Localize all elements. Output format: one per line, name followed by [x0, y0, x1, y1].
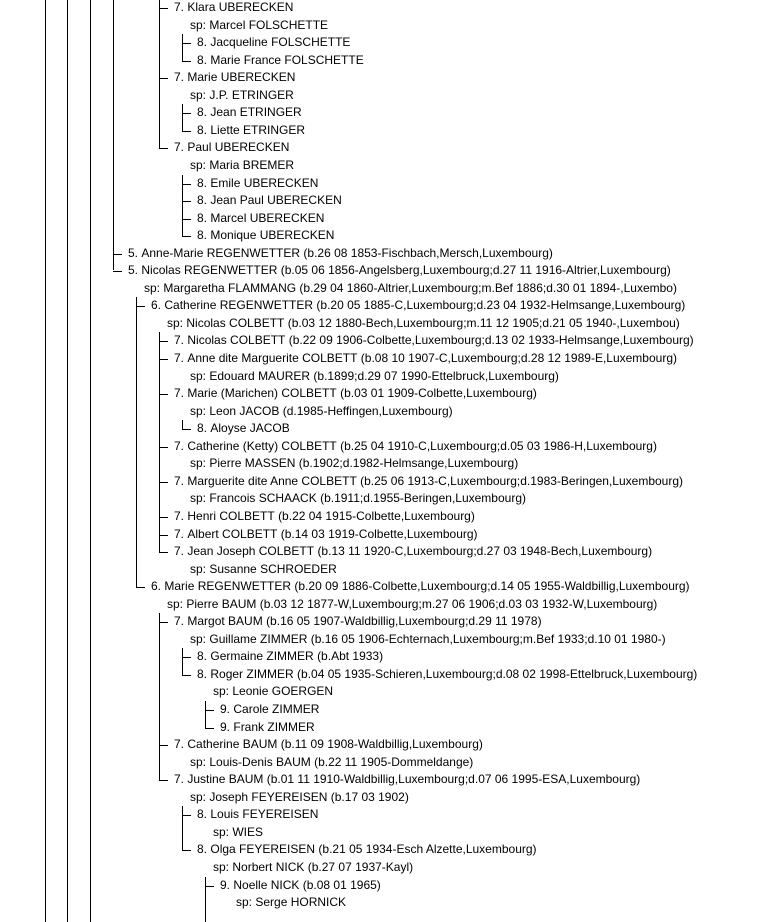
generation-label: sp:	[190, 368, 207, 383]
generation-label: 7.	[174, 526, 185, 541]
spouse-entry	[190, 158, 294, 172]
person-name: Marie REGENWETTER	[164, 579, 292, 594]
tree-branch-tick	[159, 780, 168, 781]
person-name: Francois SCHAACK	[209, 491, 317, 506]
generation-label: 7.	[174, 70, 185, 85]
tree-branch-tick	[182, 657, 191, 658]
tree-connector-line	[182, 104, 183, 131]
life-dates: (b.03 12 1877-W,Luxembourg;m.27 06 1906;d.03 03 1932-W,Luxembourg)	[259, 596, 658, 611]
tree-branch-tick	[159, 517, 168, 518]
person-name: Paul UBERECKEN	[187, 140, 290, 155]
generation-label: sp:	[213, 824, 230, 839]
tree-branch-tick	[182, 184, 191, 185]
person-entry	[128, 246, 553, 260]
generation-label: sp:	[213, 684, 230, 699]
life-dates: (b.1899;d.29 07 1990-Ettelbruck,Luxembourg)	[313, 368, 559, 383]
person-name: Jean Paul UBERECKEN	[210, 193, 342, 208]
generation-label: 9.	[220, 719, 231, 734]
tree-connector-line	[182, 420, 183, 429]
life-dates: (b.17 03 1902)	[330, 789, 409, 804]
spouse-entry	[190, 456, 518, 470]
life-dates: (b.05 06 1856-Angelsberg,Luxembourg;d.27 11 1916-Altrier,Luxembourg)	[280, 263, 671, 278]
person-name: Margaretha FLAMMANG	[163, 280, 297, 295]
generation-label: 7.	[174, 438, 185, 453]
spouse-entry	[190, 562, 337, 576]
person-name: J.P. ETRINGER	[209, 87, 294, 102]
spouse-entry	[213, 684, 333, 698]
person-entry	[197, 105, 302, 119]
generation-label: 8.	[197, 175, 208, 190]
life-dates: (b.25 04 1910-C,Luxembourg;d.05 03 1986-H,Luxembourg)	[340, 438, 657, 453]
generation-label: 8.	[197, 193, 208, 208]
spouse-entry	[190, 491, 526, 505]
generation-label: 9.	[220, 702, 231, 716]
spouse-entry	[167, 316, 680, 330]
tree-connector-line	[113, 0, 114, 270]
tree-branch-tick	[159, 359, 168, 360]
generation-label: 7.	[174, 614, 185, 629]
spouse-entry	[190, 369, 559, 383]
person-name: Nicolas COLBETT	[187, 333, 286, 348]
person-entry	[174, 614, 542, 628]
generation-label: 8.	[197, 842, 208, 857]
person-entry	[151, 579, 690, 593]
tree-branch-tick	[159, 78, 168, 79]
tree-connector-line	[159, 613, 160, 780]
person-entry	[174, 386, 537, 400]
generation-label: 8.	[197, 210, 208, 225]
tree-branch-tick	[159, 394, 168, 395]
person-name: Edouard MAURER	[209, 368, 311, 383]
person-entry	[174, 351, 677, 365]
person-entry	[174, 772, 640, 786]
person-entry	[174, 0, 293, 14]
life-dates: (b.22 04 1915-Colbette,Luxembourg)	[278, 508, 475, 523]
person-entry	[197, 53, 364, 67]
tree-branch-tick	[159, 482, 168, 483]
tree-branch-tick	[113, 271, 122, 272]
generation-label: 7.	[174, 351, 185, 365]
generation-label: 8.	[197, 35, 208, 50]
spouse-entry	[190, 632, 666, 646]
person-name: Noelle NICK	[233, 877, 300, 892]
generation-label: 7.	[174, 737, 185, 752]
life-dates: (b.1911;d.1955-Beringen,Luxembourg)	[320, 491, 526, 506]
life-dates: (b.20 09 1886-Colbette,Luxembourg;d.14 05 1955-Waldbillig,Luxembourg)	[294, 579, 690, 594]
life-dates: (b.29 04 1860-Altrier,Luxembourg;m.Bef 1886;d.30 01 1894-,Luxembo)	[299, 280, 677, 295]
person-entry	[220, 878, 381, 892]
person-entry	[197, 211, 324, 225]
person-name: Olga FEYEREISEN	[210, 842, 316, 857]
person-name: Nicolas REGENWETTER	[141, 263, 278, 278]
generation-label: 8.	[197, 807, 208, 822]
spouse-entry	[190, 755, 473, 769]
generation-label: 7.	[174, 772, 185, 787]
person-name: Klara UBERECKEN	[187, 0, 294, 14]
generation-label: 7.	[174, 386, 185, 401]
generation-label: sp:	[190, 456, 207, 471]
person-name: Anne-Marie REGENWETTER	[141, 245, 301, 260]
tree-branch-tick	[182, 429, 191, 430]
person-entry	[174, 474, 683, 488]
tree-connector-line	[182, 806, 183, 850]
person-entry	[197, 842, 537, 856]
person-entry	[197, 228, 334, 242]
person-name: Marcel UBERECKEN	[210, 210, 325, 225]
person-name: Catherine BAUM	[187, 737, 278, 752]
person-name: Pierre BAUM	[186, 596, 257, 611]
person-entry	[151, 298, 685, 312]
tree-connector-line	[182, 34, 183, 61]
person-entry	[220, 720, 315, 734]
generation-label: 7.	[174, 0, 185, 14]
person-name: Pierre MASSEN	[209, 456, 296, 471]
tree-branch-tick	[113, 254, 122, 255]
tree-branch-tick	[159, 8, 168, 9]
person-entry	[174, 737, 483, 751]
tree-branch-tick	[159, 622, 168, 623]
tree-branch-tick	[182, 815, 191, 816]
person-entry	[174, 509, 475, 523]
person-name: Liette ETRINGER	[210, 122, 306, 137]
tree-branch-tick	[159, 552, 168, 553]
person-name: Catherine REGENWETTER	[164, 298, 314, 313]
person-name: Jacqueline FOLSCHETTE	[210, 35, 351, 50]
generation-label: sp:	[213, 859, 230, 874]
person-entry	[174, 333, 694, 347]
spouse-entry	[144, 281, 677, 295]
spouse-entry	[190, 18, 328, 32]
person-name: Guillame ZIMMER	[209, 631, 308, 646]
generation-label: sp:	[236, 895, 253, 910]
tree-branch-tick	[159, 148, 168, 149]
person-name: Leonie GOERGEN	[232, 684, 334, 699]
generation-label: sp:	[190, 631, 207, 646]
life-dates: (b.08 10 1907-C,Luxembourg;d.28 12 1989-E,Luxembourg)	[360, 351, 677, 365]
life-dates: (b.16 05 1906-Echternach,Luxembourg;m.Bef 1933;d.10 01 1980-)	[310, 631, 666, 646]
spouse-entry	[190, 404, 453, 418]
person-name: Marguerite dite Anne COLBETT	[187, 473, 357, 488]
generation-label: sp:	[190, 403, 207, 418]
generation-label: sp:	[190, 491, 207, 506]
person-name: Henri COLBETT	[187, 508, 275, 523]
tree-branch-tick	[159, 535, 168, 536]
person-entry	[197, 807, 318, 821]
tree-branch-tick	[182, 675, 191, 676]
generation-label: 7.	[174, 333, 185, 348]
person-name: Leon JACOB	[209, 403, 280, 418]
tree-connector-line	[205, 701, 206, 728]
person-name: Catherine (Ketty) COLBETT	[187, 438, 337, 453]
tree-connector-line	[205, 877, 206, 922]
generation-label: 8.	[197, 666, 208, 681]
person-name: Roger ZIMMER	[210, 666, 294, 681]
person-entry	[174, 544, 652, 558]
generation-label: 7.	[174, 473, 185, 488]
generation-label: sp:	[190, 561, 207, 576]
generation-label: 7.	[174, 140, 185, 155]
person-name: Anne dite Marguerite COLBETT	[187, 351, 358, 365]
tree-branch-tick	[205, 886, 214, 887]
life-dates: (b.04 05 1935-Schieren,Luxembourg;d.08 02 1998-Ettelbruck,Luxembourg)	[297, 666, 698, 681]
tree-branch-tick	[159, 745, 168, 746]
spouse-entry	[236, 895, 346, 909]
person-name: Monique UBERECKEN	[210, 228, 335, 243]
generation-label: sp:	[190, 157, 207, 172]
life-dates: (b.16 05 1907-Waldbillig,Luxembourg;d.29 11 1978)	[266, 614, 542, 629]
tree-branch-tick	[182, 201, 191, 202]
person-name: Margot BAUM	[187, 614, 263, 629]
tree-branch-tick	[182, 219, 191, 220]
tree-branch-tick	[136, 587, 145, 588]
spouse-entry	[213, 860, 413, 874]
generation-label: 6.	[151, 298, 162, 313]
life-dates: (b.14 03 1919-Colbette,Luxembourg)	[280, 526, 478, 541]
life-dates: (b.08 01 1965)	[302, 877, 381, 892]
life-dates: (b.27 07 1937-Kayl)	[307, 859, 414, 874]
tree-branch-tick	[136, 306, 145, 307]
person-name: Jean Joseph COLBETT	[187, 544, 315, 559]
person-name: Aloyse JACOB	[210, 421, 290, 436]
life-dates: (b.20 05 1885-C,Luxembourg;d.23 04 1932-Helmsange,Luxembourg)	[316, 298, 686, 313]
life-dates: (b.21 05 1934-Esch Alzette,Luxembourg)	[318, 842, 537, 857]
generation-label: sp:	[190, 789, 207, 804]
tree-branch-tick	[182, 850, 191, 851]
person-entry	[197, 35, 350, 49]
person-entry	[197, 421, 290, 435]
tree-branch-tick	[182, 236, 191, 237]
spouse-entry	[190, 790, 409, 804]
person-entry	[197, 193, 342, 207]
tree-branch-tick	[182, 43, 191, 44]
person-entry	[174, 140, 289, 154]
tree-branch-tick	[159, 341, 168, 342]
generation-label: sp:	[190, 87, 207, 102]
tree-branch-tick	[182, 113, 191, 114]
tree-connector-line	[182, 648, 183, 675]
tree-connector-line	[159, 0, 160, 148]
person-name: Joseph FEYEREISEN	[209, 789, 328, 804]
person-entry	[197, 123, 305, 137]
life-dates: (b.03 01 1909-Colbette,Luxembourg)	[340, 386, 537, 401]
person-entry	[197, 176, 318, 190]
person-name: Emile UBERECKEN	[210, 175, 319, 190]
person-name: WIES	[232, 824, 264, 839]
generation-label: sp:	[167, 315, 184, 330]
person-name: Maria BREMER	[209, 157, 295, 172]
person-name: Frank ZIMMER	[233, 719, 315, 734]
person-name: Nicolas COLBETT	[186, 315, 285, 330]
person-name: Marie France FOLSCHETTE	[210, 52, 364, 67]
generation-label: sp:	[167, 596, 184, 611]
life-dates: (b.03 12 1880-Bech,Luxembourg;m.11 12 1905;d.21 05 1940-,Luxembou)	[287, 315, 680, 330]
generation-label: 8.	[197, 649, 208, 664]
generation-label: 8.	[197, 421, 208, 436]
generation-label: sp:	[190, 754, 207, 769]
person-name: Serge HORNICK	[255, 895, 347, 910]
tree-branch-tick	[205, 710, 214, 711]
generation-label: 5.	[128, 245, 139, 260]
person-name: Louis FEYEREISEN	[210, 807, 319, 822]
person-entry	[128, 263, 671, 277]
generation-label: 5.	[128, 263, 139, 278]
person-entry	[197, 649, 383, 663]
person-name: Justine BAUM	[187, 772, 264, 787]
tree-branch-tick	[205, 728, 214, 729]
life-dates: (b.22 11 1905-Dommeldange)	[314, 754, 474, 769]
generation-label: 7.	[174, 544, 185, 559]
generation-label: 8.	[197, 122, 208, 137]
spouse-entry	[213, 825, 263, 839]
life-dates: (b.26 08 1853-Fischbach,Mersch,Luxembourg)	[303, 245, 553, 260]
life-dates: (b.1902;d.1982-Helmsange,Luxembourg)	[298, 456, 519, 471]
tree-connector-line	[45, 0, 46, 922]
person-name: Marie UBERECKEN	[187, 70, 296, 85]
person-entry	[174, 439, 657, 453]
person-name: Carole ZIMMER	[233, 702, 320, 716]
life-dates: (b.Abt 1933)	[317, 649, 384, 664]
generation-label: 8.	[197, 52, 208, 67]
generation-label: sp:	[144, 280, 161, 295]
life-dates: (b.25 06 1913-C,Luxembourg;d.1983-Beringen,Luxembourg)	[360, 473, 683, 488]
tree-branch-tick	[182, 61, 191, 62]
person-name: Albert COLBETT	[187, 526, 278, 541]
person-name: Marcel FOLSCHETTE	[209, 17, 329, 32]
life-dates: (b.11 09 1908-Waldbillig,Luxembourg)	[280, 737, 483, 752]
spouse-entry	[167, 597, 657, 611]
tree-branch-tick	[182, 131, 191, 132]
generation-label: 8.	[197, 105, 208, 120]
spouse-entry	[190, 88, 294, 102]
generation-label: 9.	[220, 877, 231, 892]
generation-label: 8.	[197, 228, 208, 243]
tree-connector-line	[136, 297, 137, 587]
tree-connector-line	[159, 332, 160, 552]
person-name: Susanne SCHROEDER	[209, 561, 337, 576]
person-name: Germaine ZIMMER	[210, 649, 314, 664]
person-name: Marie (Marichen) COLBETT	[187, 386, 337, 401]
generation-label: 6.	[151, 579, 162, 594]
generation-label: 7.	[174, 508, 185, 523]
life-dates: (b.13 11 1920-C,Luxembourg;d.27 03 1948-Bech,Luxembourg)	[317, 544, 653, 559]
person-name: Jean ETRINGER	[210, 105, 302, 120]
person-entry	[174, 527, 478, 541]
person-entry	[174, 70, 295, 84]
person-entry	[220, 702, 319, 716]
life-dates: (d.1985-Heffingen,Luxembourg)	[282, 403, 453, 418]
life-dates: (b.01 11 1910-Waldbillig,Luxembourg;d.07 06 1995-ESA,Luxembourg)	[266, 772, 641, 787]
tree-connector-line	[67, 0, 68, 922]
tree-branch-tick	[159, 447, 168, 448]
life-dates: (b.22 09 1906-Colbette,Luxembourg;d.13 02 1933-Helmsange,Luxembourg)	[288, 333, 694, 348]
tree-connector-line	[90, 0, 91, 922]
person-name: Norbert NICK	[232, 859, 305, 874]
person-name: Louis-Denis BAUM	[209, 754, 311, 769]
person-entry	[197, 667, 697, 681]
generation-label: sp:	[190, 17, 207, 32]
